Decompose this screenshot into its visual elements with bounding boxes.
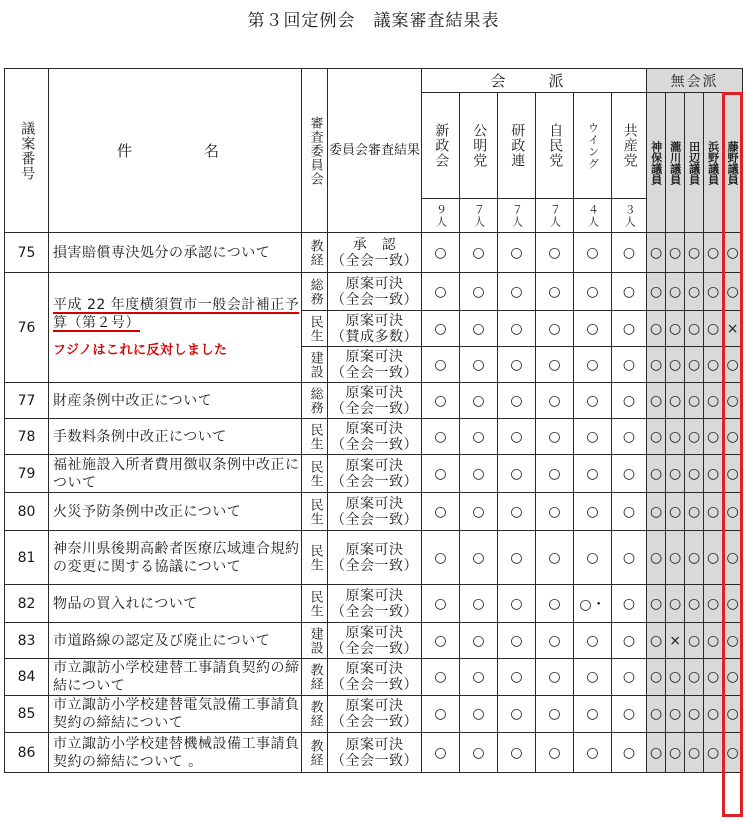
faction-vote: ○ bbox=[536, 531, 574, 585]
independent-vote: ○ bbox=[685, 311, 704, 347]
table-row bbox=[5, 733, 743, 773]
faction-vote: ○ bbox=[460, 233, 498, 273]
faction-vote: ○ bbox=[422, 383, 460, 419]
faction-vote: ○ bbox=[460, 419, 498, 455]
committee: 民生 bbox=[302, 311, 328, 347]
faction-vote: ○ bbox=[460, 273, 498, 311]
table-row bbox=[5, 585, 743, 623]
faction-vote: ○ bbox=[460, 585, 498, 623]
independent-vote: ○ bbox=[723, 455, 743, 493]
committee-result: 承 認 （全会一致） bbox=[328, 233, 422, 273]
independent-vote: ○ bbox=[723, 273, 743, 311]
bill-name: 損害賠償専決処分の承認について bbox=[49, 233, 302, 273]
independent-vote: ○ bbox=[704, 493, 723, 531]
independent-vote: ○ bbox=[647, 623, 666, 659]
faction-vote: ○ bbox=[574, 347, 612, 383]
faction-vote: ○ bbox=[498, 733, 536, 773]
faction-vote: ○ bbox=[460, 733, 498, 773]
independent-vote: ○ bbox=[723, 733, 743, 773]
committee-result: 原案可決 （賛成多数） bbox=[328, 311, 422, 347]
opposition-note: フジノはこれに反対しました bbox=[53, 342, 228, 358]
faction-vote: ○ bbox=[612, 733, 647, 773]
faction-vote: ○ bbox=[536, 273, 574, 311]
independent-vote: ○ bbox=[666, 455, 685, 493]
faction-vote: ○ bbox=[422, 696, 460, 733]
faction-vote: ○ bbox=[612, 383, 647, 419]
bill-number: 83 bbox=[5, 623, 49, 659]
bill-name: 市立諏訪小学校建替電気設備工事請負契約の締結について bbox=[49, 696, 302, 733]
fujino-highlight-box bbox=[722, 92, 743, 817]
faction-vote: ○ bbox=[460, 659, 498, 696]
faction-vote: ○ bbox=[422, 273, 460, 311]
faction-vote: ○ bbox=[574, 233, 612, 273]
faction-name: 研政連 bbox=[498, 93, 536, 199]
bill-name: 神奈川県後期高齢者医療広域連合規約の変更に関する協議について bbox=[49, 531, 302, 585]
faction-vote: ○ bbox=[536, 455, 574, 493]
independent-vote: ○ bbox=[723, 347, 743, 383]
bill-number: 79 bbox=[5, 455, 49, 493]
bill-number: 76 bbox=[5, 273, 49, 383]
bill-number: 80 bbox=[5, 493, 49, 531]
independent-vote: ○ bbox=[723, 531, 743, 585]
faction-vote: ○ bbox=[612, 493, 647, 531]
faction-vote: ○ bbox=[612, 659, 647, 696]
faction-vote: ○ bbox=[422, 659, 460, 696]
faction-vote: ○ bbox=[612, 455, 647, 493]
independent-vote: ○ bbox=[723, 493, 743, 531]
committee: 建設 bbox=[302, 347, 328, 383]
committee-result: 原案可決 （全会一致） bbox=[328, 493, 422, 531]
faction-vote: ○ bbox=[536, 419, 574, 455]
faction-count: ７人 bbox=[460, 199, 498, 233]
faction-vote: ○ bbox=[422, 733, 460, 773]
bill-number: 75 bbox=[5, 233, 49, 273]
faction-vote: ○ bbox=[422, 419, 460, 455]
independent-vote: ○ bbox=[723, 659, 743, 696]
independent-vote: ○ bbox=[704, 419, 723, 455]
faction-vote: ○ bbox=[574, 623, 612, 659]
faction-vote: ○ bbox=[574, 455, 612, 493]
page-title: 第３回定例会 議案審査結果表 bbox=[247, 11, 500, 31]
faction-vote: ○ bbox=[574, 493, 612, 531]
faction-vote: ○ bbox=[460, 493, 498, 531]
table-row bbox=[5, 623, 743, 659]
faction-vote: ○ bbox=[536, 493, 574, 531]
independent-name: 藤野議員 bbox=[723, 93, 743, 233]
independent-vote: ○ bbox=[723, 233, 743, 273]
faction-vote: ○ bbox=[612, 273, 647, 311]
header-kaiha: 会 派 bbox=[422, 69, 647, 93]
table-row bbox=[5, 455, 743, 493]
table-row bbox=[5, 383, 743, 419]
independent-vote: ○ bbox=[704, 531, 723, 585]
bill-name: 物品の買入れについて bbox=[49, 585, 302, 623]
faction-count: ７人 bbox=[536, 199, 574, 233]
table-body bbox=[5, 233, 743, 773]
bill-number: 82 bbox=[5, 585, 49, 623]
bill-number: 86 bbox=[5, 733, 49, 773]
header-name: 件 名 bbox=[49, 69, 302, 233]
independent-vote: ○ bbox=[723, 696, 743, 733]
bill-name: 火災予防条例中改正について bbox=[49, 493, 302, 531]
faction-vote: ○ bbox=[536, 733, 574, 773]
table-row bbox=[5, 233, 743, 273]
independent-vote: ○ bbox=[647, 347, 666, 383]
committee-result: 原案可決 （全会一致） bbox=[328, 455, 422, 493]
independent-vote: ○ bbox=[704, 347, 723, 383]
independent-vote: ○ bbox=[647, 659, 666, 696]
faction-vote: ○ bbox=[460, 311, 498, 347]
independent-name: 瀧川議員 bbox=[666, 93, 685, 233]
committee: 教経 bbox=[302, 233, 328, 273]
independent-vote: ○ bbox=[704, 383, 723, 419]
independent-vote: ○ bbox=[704, 455, 723, 493]
independent-vote: ○ bbox=[685, 233, 704, 273]
independent-vote: ○ bbox=[666, 493, 685, 531]
independent-vote: ○ bbox=[647, 233, 666, 273]
committee: 教経 bbox=[302, 696, 328, 733]
faction-vote: ○ bbox=[498, 347, 536, 383]
independent-vote: ○ bbox=[685, 623, 704, 659]
independent-vote: ○ bbox=[666, 273, 685, 311]
committee-result: 原案可決 （全会一致） bbox=[328, 383, 422, 419]
committee-result: 原案可決 （全会一致） bbox=[328, 273, 422, 311]
faction-vote: ○ bbox=[422, 493, 460, 531]
independent-vote: ○ bbox=[666, 659, 685, 696]
faction-vote: ○ bbox=[498, 623, 536, 659]
bill-number: 77 bbox=[5, 383, 49, 419]
independent-vote: ○ bbox=[685, 383, 704, 419]
faction-name: 公明党 bbox=[460, 93, 498, 199]
faction-vote: ○ bbox=[498, 531, 536, 585]
faction-name: ウイング bbox=[574, 93, 612, 199]
faction-vote: ○ bbox=[536, 311, 574, 347]
faction-vote: ○ bbox=[536, 585, 574, 623]
faction-count: ７人 bbox=[498, 199, 536, 233]
independent-vote: ○ bbox=[685, 493, 704, 531]
bill-name: 市立諏訪小学校建替機械設備工事請負契約の締結について 。 bbox=[49, 733, 302, 773]
faction-vote: ○ bbox=[460, 347, 498, 383]
faction-vote: ○ bbox=[612, 623, 647, 659]
faction-vote: ○ bbox=[460, 383, 498, 419]
faction-vote: ○ bbox=[612, 696, 647, 733]
independent-vote: ○ bbox=[647, 733, 666, 773]
faction-vote: ○ bbox=[574, 531, 612, 585]
committee: 教経 bbox=[302, 659, 328, 696]
faction-vote: ○ bbox=[612, 531, 647, 585]
committee-result: 原案可決 （全会一致） bbox=[328, 531, 422, 585]
independent-vote: ○ bbox=[704, 623, 723, 659]
committee: 総務 bbox=[302, 383, 328, 419]
committee: 教経 bbox=[302, 733, 328, 773]
committee: 総務 bbox=[302, 273, 328, 311]
bill-name: 平成 22 年度横須賀市一般会計補正予算（第２号） bbox=[53, 296, 300, 331]
independent-vote: ○ bbox=[666, 585, 685, 623]
faction-vote: ○ bbox=[612, 419, 647, 455]
faction-vote: ○ bbox=[460, 455, 498, 493]
independent-vote: ○ bbox=[647, 419, 666, 455]
independent-vote: ○ bbox=[685, 696, 704, 733]
independent-vote: ○ bbox=[723, 383, 743, 419]
independent-vote: ○ bbox=[704, 311, 723, 347]
independent-vote: ○ bbox=[666, 347, 685, 383]
committee-result: 原案可決 （全会一致） bbox=[328, 733, 422, 773]
independent-vote: ○ bbox=[685, 347, 704, 383]
faction-name: 共産党 bbox=[612, 93, 647, 199]
faction-count: ４人 bbox=[574, 199, 612, 233]
independent-vote: ○ bbox=[666, 733, 685, 773]
committee-result: 原案可決 （全会一致） bbox=[328, 659, 422, 696]
independent-vote: ○ bbox=[723, 623, 743, 659]
independent-name: 田辺議員 bbox=[685, 93, 704, 233]
table-row bbox=[5, 419, 743, 455]
faction-vote: ○ bbox=[422, 623, 460, 659]
independent-vote: ○ bbox=[666, 311, 685, 347]
independent-vote: ○ bbox=[647, 455, 666, 493]
independent-vote: ○ bbox=[666, 233, 685, 273]
faction-vote: ○ bbox=[498, 659, 536, 696]
faction-vote: ○ bbox=[574, 383, 612, 419]
faction-vote: ○ bbox=[536, 347, 574, 383]
faction-vote: ○ bbox=[422, 585, 460, 623]
faction-vote: ○ bbox=[460, 696, 498, 733]
header-mukaiha: 無会派 bbox=[647, 69, 743, 93]
table-row bbox=[5, 493, 743, 531]
independent-vote: ○ bbox=[685, 273, 704, 311]
faction-vote: ○ bbox=[498, 233, 536, 273]
faction-vote: ○ bbox=[422, 455, 460, 493]
independent-vote: ○ bbox=[704, 733, 723, 773]
bill-name-cell bbox=[49, 273, 302, 383]
independent-vote: ○ bbox=[647, 531, 666, 585]
independent-name: 神保議員 bbox=[647, 93, 666, 233]
independent-vote: ○ bbox=[666, 419, 685, 455]
independent-vote: ○ bbox=[647, 273, 666, 311]
header-bill-no: 議案番号 bbox=[5, 69, 49, 233]
independent-vote: ○ bbox=[704, 273, 723, 311]
committee: 民生 bbox=[302, 455, 328, 493]
faction-name: 自民党 bbox=[536, 93, 574, 199]
independent-vote: ○ bbox=[723, 419, 743, 455]
independent-vote: × bbox=[666, 623, 685, 659]
faction-vote: ○ bbox=[574, 696, 612, 733]
independent-vote: ○ bbox=[666, 383, 685, 419]
faction-vote: ○ bbox=[612, 233, 647, 273]
faction-vote: ○ bbox=[536, 233, 574, 273]
table-row bbox=[5, 696, 743, 733]
committee: 民生 bbox=[302, 585, 328, 623]
independent-vote: ○ bbox=[647, 383, 666, 419]
independent-vote: ○ bbox=[647, 311, 666, 347]
faction-vote: ○ bbox=[536, 623, 574, 659]
independent-vote: ○ bbox=[685, 659, 704, 696]
bill-number: 78 bbox=[5, 419, 49, 455]
independent-vote: ○ bbox=[647, 493, 666, 531]
faction-vote: ○ bbox=[574, 311, 612, 347]
independent-vote: ○ bbox=[704, 696, 723, 733]
faction-vote: ○ bbox=[536, 696, 574, 733]
faction-vote: ○ bbox=[498, 419, 536, 455]
committee-result: 原案可決 （全会一致） bbox=[328, 623, 422, 659]
faction-vote: ○ bbox=[574, 273, 612, 311]
committee: 民生 bbox=[302, 531, 328, 585]
faction-name: 新政会 bbox=[422, 93, 460, 199]
committee: 民生 bbox=[302, 493, 328, 531]
faction-vote: ○ bbox=[498, 383, 536, 419]
independent-vote: ○ bbox=[685, 733, 704, 773]
results-table bbox=[4, 68, 743, 773]
bill-name: 手数料条例中改正について bbox=[49, 419, 302, 455]
independent-vote: ○ bbox=[666, 696, 685, 733]
faction-vote: ○ bbox=[422, 311, 460, 347]
faction-vote: ○・ bbox=[574, 585, 612, 623]
header-committee: 審査委員会 bbox=[302, 69, 328, 233]
bill-number: 81 bbox=[5, 531, 49, 585]
faction-vote: ○ bbox=[536, 383, 574, 419]
independent-vote: ○ bbox=[723, 585, 743, 623]
faction-vote: ○ bbox=[574, 733, 612, 773]
faction-vote: ○ bbox=[612, 311, 647, 347]
faction-vote: ○ bbox=[498, 585, 536, 623]
table-row bbox=[5, 659, 743, 696]
independent-vote: ○ bbox=[666, 531, 685, 585]
faction-vote: ○ bbox=[422, 347, 460, 383]
independent-vote: ○ bbox=[685, 455, 704, 493]
independent-vote: ○ bbox=[704, 585, 723, 623]
faction-count: ３人 bbox=[612, 199, 647, 233]
faction-vote: ○ bbox=[498, 273, 536, 311]
bill-number: 84 bbox=[5, 659, 49, 696]
faction-vote: ○ bbox=[498, 455, 536, 493]
bill-name: 福祉施設入所者費用徴収条例中改正について bbox=[49, 455, 302, 493]
table-row bbox=[5, 531, 743, 585]
committee: 建設 bbox=[302, 623, 328, 659]
faction-vote: ○ bbox=[498, 311, 536, 347]
faction-vote: ○ bbox=[574, 659, 612, 696]
faction-vote: ○ bbox=[422, 531, 460, 585]
independent-vote: ○ bbox=[647, 696, 666, 733]
bill-name: 市道路線の認定及び廃止について bbox=[49, 623, 302, 659]
independent-name: 浜野議員 bbox=[704, 93, 723, 233]
faction-vote: ○ bbox=[612, 347, 647, 383]
faction-vote: ○ bbox=[460, 623, 498, 659]
independent-vote: ○ bbox=[704, 233, 723, 273]
faction-vote: ○ bbox=[460, 531, 498, 585]
faction-count: ９人 bbox=[422, 199, 460, 233]
independent-vote: × bbox=[723, 311, 743, 347]
table-row bbox=[5, 273, 743, 311]
independent-vote: ○ bbox=[647, 585, 666, 623]
header-committee-result: 委員会審査結果 bbox=[328, 69, 422, 233]
committee: 民生 bbox=[302, 419, 328, 455]
committee-result: 原案可決 （全会一致） bbox=[328, 585, 422, 623]
independent-vote: ○ bbox=[685, 531, 704, 585]
faction-vote: ○ bbox=[536, 659, 574, 696]
independent-vote: ○ bbox=[685, 419, 704, 455]
independent-vote: ○ bbox=[704, 659, 723, 696]
bill-name: 市立諏訪小学校建替工事請負契約の締結について bbox=[49, 659, 302, 696]
bill-number: 85 bbox=[5, 696, 49, 733]
committee-result: 原案可決 （全会一致） bbox=[328, 419, 422, 455]
faction-vote: ○ bbox=[498, 493, 536, 531]
faction-vote: ○ bbox=[422, 233, 460, 273]
independent-vote: ○ bbox=[685, 585, 704, 623]
faction-vote: ○ bbox=[612, 585, 647, 623]
committee-result: 原案可決 （全会一致） bbox=[328, 696, 422, 733]
bill-name: 財産条例中改正について bbox=[49, 383, 302, 419]
committee-result: 原案可決 （全会一致） bbox=[328, 347, 422, 383]
faction-vote: ○ bbox=[498, 696, 536, 733]
faction-vote: ○ bbox=[574, 419, 612, 455]
